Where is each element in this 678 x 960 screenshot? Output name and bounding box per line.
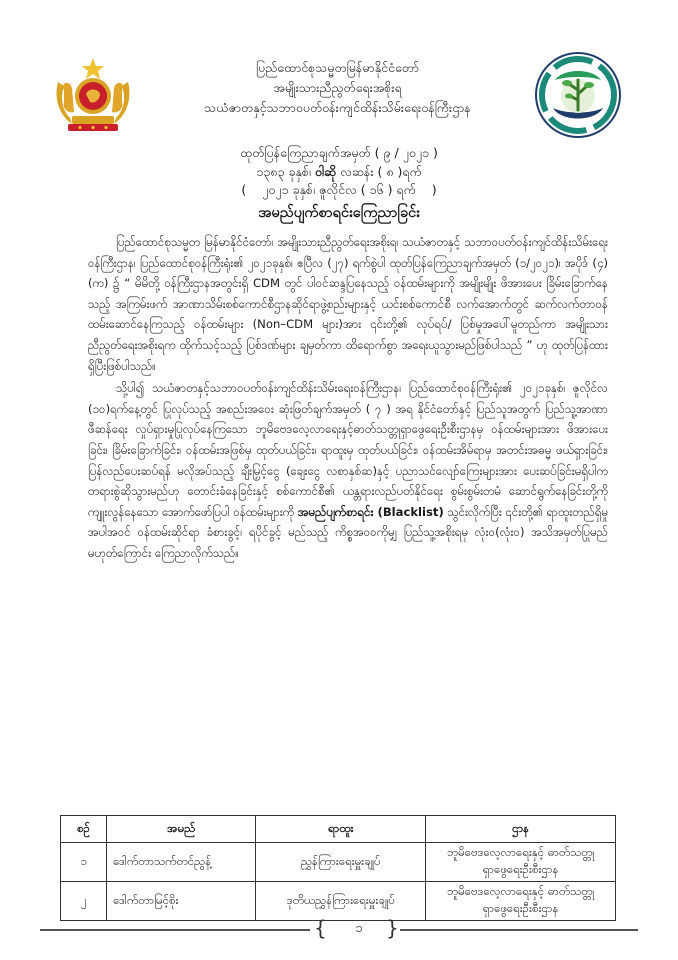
- body-text: [88, 232, 608, 564]
- burmese-date-month: ဝါဆို: [314, 163, 337, 179]
- letterhead: [150, 58, 525, 118]
- row-no: ၁: [61, 843, 107, 882]
- ministry-logo-icon: [533, 50, 623, 140]
- header-country: ပြည်ထောင်စုသမ္မတမြန်မာနိုင်ငံတော်: [255, 60, 420, 75]
- row-department: ဘူမိဗေဒလေ့လာရေးနှင့် ဓာတ်သတ္တုရှာဖွေရေးဦးစီးဌာန: [426, 882, 616, 921]
- blacklist-term: အမည်ပျက်စာရင်း (Blacklist): [297, 504, 444, 519]
- table-row: [61, 843, 616, 882]
- table-header-row: [61, 816, 616, 843]
- row-no: ၂: [61, 882, 107, 921]
- blacklist-table: [60, 815, 616, 921]
- footer-rule-right: [400, 929, 638, 931]
- burmese-date: [0, 163, 678, 182]
- burmese-date-pre: ၁၃၈၃ ခုနှစ်၊: [256, 163, 315, 179]
- burmese-date-post: လဆန်း ( ၈ )ရက်: [336, 163, 422, 179]
- row-name: ဒေါက်တာသက်တင်ညွန့်: [107, 843, 256, 882]
- notice-heading: [0, 144, 678, 225]
- row-department: ဘူမိဗေဒလေ့လာရေးနှင့် ဓာတ်သတ္တုရှာဖွေရေးဦးစီးဌာန: [426, 843, 616, 882]
- state-emblem-icon: [50, 52, 136, 138]
- header-ministry: သယံဇာတနှင့်သဘာဝပတ်ဝန်းကျင်ထိန်းသိမ်းရေးဝန်ကြီးဌာန: [204, 100, 471, 115]
- footer-brace-left: {: [314, 916, 327, 940]
- page-number: ၁: [355, 921, 363, 936]
- document-title: အမည်ပျက်စာရင်းကြေညာခြင်း: [258, 204, 420, 221]
- col-header-no: စဉ်: [61, 816, 107, 843]
- row-position: ဒုတိယညွှန်ကြားရေးမှူးချုပ်: [256, 882, 426, 921]
- gregorian-date: ( ၂၀၂၁ ခုနှစ်၊ ဇူလိုင်လ ( ၁၆ ) ရက် ): [241, 182, 437, 197]
- col-header-department: ဌာန: [426, 816, 616, 843]
- paragraph-2-end: သွင်းလိုက်ပြီး ၎င်းတို့၏ ရာထူးတည်ရှိမှု အပါအဝင် ဝန်ထမ်းဆိုင်ရာ ခံစားခွင့်၊ ရပိုင်ခွင့် မည်သည့် ကိစ္စအဝဝကိုမျှ ပြည်သူ့အစိုးရမှ လုံးဝ(လုံးဝ) အသိအမှတ်ပြုမည် မဟုတ်ကြောင်း ကြေညာလိုက်သည်။: [88, 504, 608, 560]
- page-footer: [40, 912, 638, 946]
- col-header-position: ရာထူး: [256, 816, 426, 843]
- row-position: ညွှန်ကြားရေးမှူးချုပ်: [256, 843, 426, 882]
- paragraph-2: [88, 378, 608, 563]
- header-government: အမျိုးသားညီညွတ်ရေးအစိုးရ: [273, 80, 402, 95]
- col-header-name: အမည်: [107, 816, 256, 843]
- footer-brace-right: }: [386, 916, 399, 940]
- notice-number: ထုတ်ပြန်ကြေညာချက်အမှတ် ( ၉ / ၂၀၂၁ ): [240, 145, 438, 160]
- row-name: ဒေါက်တာမြင့်စိုး: [107, 882, 256, 921]
- paragraph-1: ပြည်ထောင်စုသမ္မတ မြန်မာနိုင်ငံတော်၊ အမျိုးသားညီညွတ်ရေးအစိုးရ၊ သယံဇာတနှင့် သဘာဝပတ်ဝန်းကျင်ထိန်းသိမ်းရေးဝန်ကြီးဌာန၊ ပြည်ထောင်စုဝန်ကြီးရုံး၏ ၂၀၂၁ခုနှစ်၊ ဧပြီလ (၂၇) ရက်စွဲပါ ထုတ်ပြန်ကြေညာချက်အမှတ် (၁/၂၀၂၁)၊ အပိုဒ် (၄) (က) ၌ “ မိမိတို့ ဝန်ကြီးဌာနအတွင်းရှိ CDM တွင် ပါဝင်ဆန္ဒပြနေသည့် ဝန်ထမ်းများကို အမျိုးမျိုး ဖိအားပေး ခြိမ်းခြောက်နေသည့် အကြမ်းဖက် အာဏာသိမ်းစစ်ကောင်စီဌာနဆိုင်ရာဖွဲ့စည်းများနှင့် ယင်းစစ်ကောင်စီ လက်အောက်တွင် ဆက်လက်တာဝန်ထမ်းဆောင်နေကြသည့် ဝန်ထမ်းများ (Non–CDM များ)အား ၎င်းတို့၏ လုပ်ရပ်/ ပြစ်မှုအပေါ်မူတည်ကာ အမျိုးသားညီညွတ်ရေးအစိုးရက ထိုက်သင့်သည့် ပြစ်ဒဏ်များ ချမှတ်ကာ ထိရောက်စွာ အရေးယူသွားမည်ဖြစ်ပါသည် ” ဟု ထုတ်ပြန်ထားရှိပြီးဖြစ်ပါသည်။: [88, 235, 608, 373]
- paragraph-2-start: သို့ပါ၍ သယံဇာတနှင့်သဘာဝပတ်ဝန်းကျင်ထိန်းသိမ်းရေးဝန်ကြီးဌာန၊ ပြည်ထောင်စုဝန်ကြီးရုံး၏ ၂၀၂၁ခုနှစ်၊ ဇူလိုင်လ (၁၀)ရက်နေ့တွင် ပြုလုပ်သည့် အစည်းအဝေး ဆုံးဖြတ်ချက်အမှတ် ( ၇ ) အရ နိုင်ငံတော်နှင့် ပြည်သူအတွက် ပြည်သူ့အာဏာဖီဆန်ရေး လှုပ်ရှားမှုပြုလုပ်နေကြသော ဘူမိဗေဒလေ့လာရေးနှင့်ဓာတ်သတ္တုရှာဖွေရေးဦးစီးဌာနမှ ဝန်ထမ်းများအား ဖိအားပေးခြင်း၊ ခြိမ်းခြောက်ခြင်း၊ ဝန်ထမ်းအဖြစ်မှ ထုတ်ပယ်ခြင်း၊ ရာထူးမှ ထုတ်ပယ်ခြင်း၊ ဝန်ထမ်းအိမ်ရာမှ အတင်းအဓမ္မ ဖယ်ရှားခြင်း၊ ပြန်လည်ပေးဆပ်ရန် မလိုအပ်သည့် ချီးမြှင့်ငွေ (ချေးငွေ လစာနှစ်ဆ)နှင့် ပညာသင်လျော်ကြေးများအား ပေးဆပ်ခြင်းမရှိပါက တရားစွဲဆိုသွားမည်ဟု တောင်းခံနေခြင်းနှင့် စစ်ကောင်စီ၏ ယန္တရားလည်ပတ်နိုင်ရေး စွမ်းစွမ်းတမံ ဆောင်ရွက်နေခြင်းတို့ကို ကျူးလွန်နေသော အောက်ဖော်ပြပါ ဝန်ထမ်းများကို: [88, 381, 608, 519]
- footer-rule-left: [40, 929, 310, 931]
